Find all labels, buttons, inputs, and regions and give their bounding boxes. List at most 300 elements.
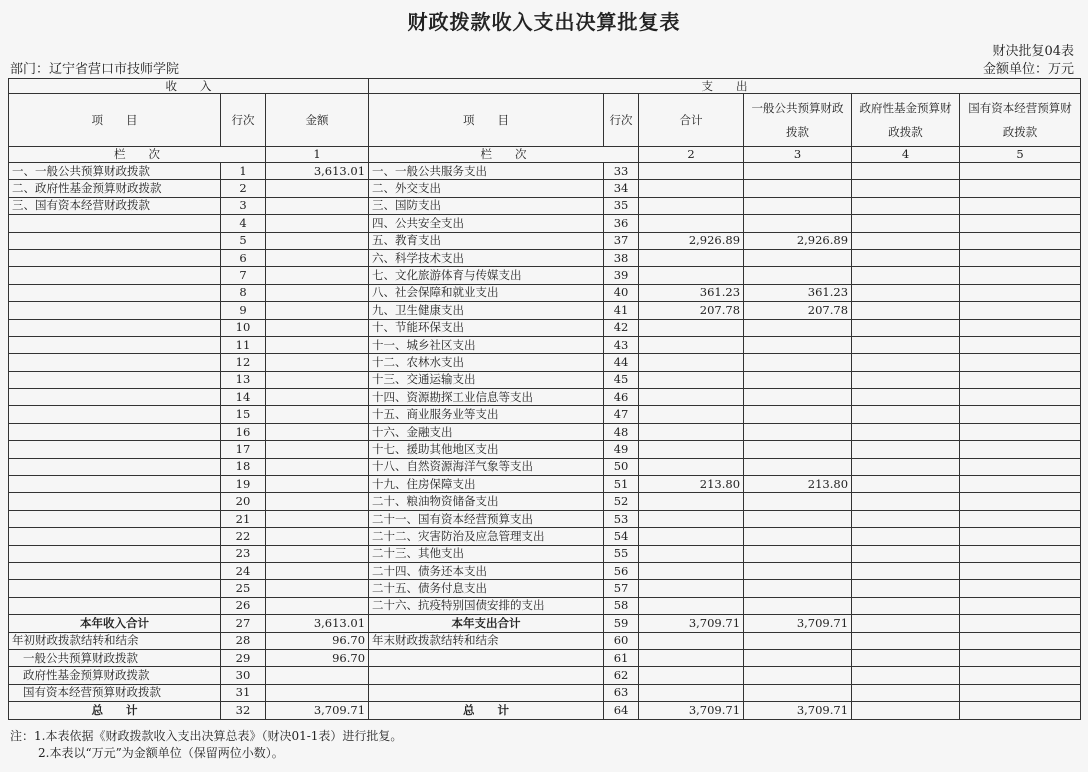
income-item: 三、国有资本经营财政拨款 xyxy=(9,197,221,214)
state-amount xyxy=(960,528,1081,545)
income-rowno: 12 xyxy=(221,354,266,371)
unit-label: 金额单位：万元 xyxy=(982,62,1074,77)
general-amount: 3,709.71 xyxy=(744,615,852,632)
income-amount xyxy=(266,528,369,545)
income-header: 收 入 xyxy=(9,79,369,94)
income-rowno: 13 xyxy=(221,371,266,388)
income-amount xyxy=(266,684,369,701)
state-amount xyxy=(960,684,1081,701)
expense-rowno: 35 xyxy=(604,197,639,214)
expense-rowno: 37 xyxy=(604,232,639,249)
fund-amount xyxy=(852,615,960,632)
income-amount xyxy=(266,545,369,562)
expense-item: 二十四、债务还本支出 xyxy=(369,562,604,579)
expense-item: 十五、商业服务业等支出 xyxy=(369,406,604,423)
income-item xyxy=(9,458,221,475)
income-rowno-header: 行次 xyxy=(221,94,266,147)
expense-item: 三、国防支出 xyxy=(369,197,604,214)
fund-amount xyxy=(852,667,960,684)
expense-rowno: 42 xyxy=(604,319,639,336)
fund-amount xyxy=(852,597,960,614)
total-amount xyxy=(639,406,744,423)
expense-rowno: 64 xyxy=(604,702,639,719)
general-amount xyxy=(744,249,852,266)
expense-item: 十八、自然资源海洋气象等支出 xyxy=(369,458,604,475)
fund-amount xyxy=(852,562,960,579)
fund-amount xyxy=(852,702,960,719)
general-amount xyxy=(744,493,852,510)
income-amount xyxy=(266,597,369,614)
income-amount xyxy=(266,354,369,371)
general-amount xyxy=(744,562,852,579)
expense-item xyxy=(369,667,604,684)
income-rowno: 3 xyxy=(221,197,266,214)
general-amount xyxy=(744,319,852,336)
income-item: 总 计 xyxy=(9,702,221,719)
general-amount xyxy=(744,684,852,701)
expense-item: 八、社会保障和就业支出 xyxy=(369,284,604,301)
expense-item: 十三、交通运输支出 xyxy=(369,371,604,388)
table-row xyxy=(9,163,1081,180)
expense-rowno: 49 xyxy=(604,441,639,458)
table-row xyxy=(9,389,1081,406)
state-amount xyxy=(960,215,1081,232)
fund-amount xyxy=(852,215,960,232)
expense-item: 十二、农林水支出 xyxy=(369,354,604,371)
expense-rowno: 33 xyxy=(604,163,639,180)
total-amount xyxy=(639,423,744,440)
total-header: 合计 xyxy=(639,94,744,147)
fund-amount xyxy=(852,389,960,406)
fund-amount xyxy=(852,684,960,701)
expense-rowno: 56 xyxy=(604,562,639,579)
income-amount xyxy=(266,319,369,336)
income-item xyxy=(9,493,221,510)
expense-item: 二十二、灾害防治及应急管理支出 xyxy=(369,528,604,545)
col-4-label: 4 xyxy=(852,147,960,163)
expense-rowno: 39 xyxy=(604,267,639,284)
col-2-label: 2 xyxy=(639,147,744,163)
income-rowno: 32 xyxy=(221,702,266,719)
income-item: 国有资本经营预算财政拨款 xyxy=(9,684,221,701)
state-amount xyxy=(960,632,1081,649)
expense-item: 本年支出合计 xyxy=(369,615,604,632)
state-amount xyxy=(960,458,1081,475)
state-amount xyxy=(960,580,1081,597)
fund-amount xyxy=(852,232,960,249)
total-amount: 213.80 xyxy=(639,476,744,493)
income-rowno: 8 xyxy=(221,284,266,301)
expense-item: 二十、粮油物资储备支出 xyxy=(369,493,604,510)
fund-amount xyxy=(852,458,960,475)
general-amount: 207.78 xyxy=(744,302,852,319)
income-rowno: 11 xyxy=(221,336,266,353)
income-item xyxy=(9,354,221,371)
expense-item: 十四、资源勘探工业信息等支出 xyxy=(369,389,604,406)
table-row xyxy=(9,319,1081,336)
expense-item xyxy=(369,684,604,701)
total-amount xyxy=(639,493,744,510)
general-amount xyxy=(744,163,852,180)
income-rowno: 14 xyxy=(221,389,266,406)
general-amount: 213.80 xyxy=(744,476,852,493)
fund-amount xyxy=(852,302,960,319)
income-amount xyxy=(266,562,369,579)
general-budget-header: 一般公共预算财政拨款 xyxy=(744,94,852,147)
expense-item: 总 计 xyxy=(369,702,604,719)
table-row xyxy=(9,441,1081,458)
state-amount xyxy=(960,180,1081,197)
general-amount xyxy=(744,632,852,649)
expense-item: 二十三、其他支出 xyxy=(369,545,604,562)
income-amount xyxy=(266,180,369,197)
income-amount xyxy=(266,667,369,684)
income-rowno: 24 xyxy=(221,562,266,579)
general-amount xyxy=(744,510,852,527)
general-amount: 361.23 xyxy=(744,284,852,301)
expense-rowno: 45 xyxy=(604,371,639,388)
income-amount xyxy=(266,197,369,214)
total-amount: 361.23 xyxy=(639,284,744,301)
income-rowno: 29 xyxy=(221,649,266,666)
total-amount: 207.78 xyxy=(639,302,744,319)
general-amount xyxy=(744,441,852,458)
table-row xyxy=(9,284,1081,301)
income-rowno: 30 xyxy=(221,667,266,684)
income-item xyxy=(9,597,221,614)
total-amount xyxy=(639,649,744,666)
table-row xyxy=(9,197,1081,214)
income-rowno: 26 xyxy=(221,597,266,614)
table-row xyxy=(9,545,1081,562)
income-item xyxy=(9,545,221,562)
total-amount xyxy=(639,319,744,336)
income-rowno: 2 xyxy=(221,180,266,197)
fund-amount xyxy=(852,649,960,666)
general-amount xyxy=(744,545,852,562)
table-row xyxy=(9,684,1081,701)
state-amount xyxy=(960,615,1081,632)
table-row xyxy=(9,406,1081,423)
fund-amount xyxy=(852,180,960,197)
col-3-label: 3 xyxy=(744,147,852,163)
general-amount xyxy=(744,580,852,597)
general-amount xyxy=(744,267,852,284)
table-row xyxy=(9,476,1081,493)
income-item xyxy=(9,510,221,527)
total-amount xyxy=(639,441,744,458)
general-amount xyxy=(744,371,852,388)
state-amount xyxy=(960,284,1081,301)
income-rowno: 27 xyxy=(221,615,266,632)
income-item xyxy=(9,441,221,458)
income-item xyxy=(9,423,221,440)
total-amount: 3,709.71 xyxy=(639,615,744,632)
expense-item: 二十五、债务付息支出 xyxy=(369,580,604,597)
state-amount xyxy=(960,389,1081,406)
table-row xyxy=(9,371,1081,388)
income-item xyxy=(9,562,221,579)
general-amount xyxy=(744,667,852,684)
income-amount xyxy=(266,232,369,249)
total-amount xyxy=(639,267,744,284)
income-amount xyxy=(266,389,369,406)
fund-amount xyxy=(852,441,960,458)
income-amount xyxy=(266,580,369,597)
fund-amount xyxy=(852,284,960,301)
expense-rowno: 38 xyxy=(604,249,639,266)
expense-rowno-header: 行次 xyxy=(604,94,639,147)
expense-header: 支 出 xyxy=(369,79,1081,94)
general-amount xyxy=(744,458,852,475)
table-row xyxy=(9,649,1081,666)
state-amount xyxy=(960,232,1081,249)
expense-item: 九、卫生健康支出 xyxy=(369,302,604,319)
department-label: 部门：辽宁省营口市技师学院 xyxy=(10,62,180,77)
income-item: 政府性基金预算财政拨款 xyxy=(9,667,221,684)
income-rowno: 6 xyxy=(221,249,266,266)
expense-rowno: 58 xyxy=(604,597,639,614)
expense-item: 十一、城乡社区支出 xyxy=(369,336,604,353)
expense-rowno: 36 xyxy=(604,215,639,232)
form-code: 财决批复04表 xyxy=(992,44,1074,59)
income-amount xyxy=(266,423,369,440)
table-row xyxy=(9,702,1081,719)
state-amount xyxy=(960,476,1081,493)
fund-amount xyxy=(852,319,960,336)
income-amount xyxy=(266,441,369,458)
income-item xyxy=(9,336,221,353)
table-row xyxy=(9,336,1081,353)
income-rowno: 1 xyxy=(221,163,266,180)
total-amount xyxy=(639,580,744,597)
income-amount: 3,613.01 xyxy=(266,615,369,632)
income-rowno: 25 xyxy=(221,580,266,597)
income-amount xyxy=(266,458,369,475)
expense-item: 四、公共安全支出 xyxy=(369,215,604,232)
state-amount xyxy=(960,406,1081,423)
fund-amount xyxy=(852,545,960,562)
fund-amount xyxy=(852,336,960,353)
table-row xyxy=(9,528,1081,545)
expense-rowno: 51 xyxy=(604,476,639,493)
total-amount xyxy=(639,458,744,475)
expense-rowno: 55 xyxy=(604,545,639,562)
table-row xyxy=(9,423,1081,440)
income-amount xyxy=(266,302,369,319)
expense-rowno: 43 xyxy=(604,336,639,353)
fund-amount xyxy=(852,354,960,371)
table-row xyxy=(9,232,1081,249)
income-item xyxy=(9,371,221,388)
notes xyxy=(10,728,402,762)
state-amount xyxy=(960,319,1081,336)
general-amount xyxy=(744,597,852,614)
total-amount xyxy=(639,597,744,614)
page-title: 财政拨款收入支出决算批复表 xyxy=(407,10,681,34)
fund-amount xyxy=(852,632,960,649)
income-amount xyxy=(266,215,369,232)
expense-item: 十七、援助其他地区支出 xyxy=(369,441,604,458)
income-amount: 96.70 xyxy=(266,649,369,666)
table-row xyxy=(9,667,1081,684)
income-item: 本年收入合计 xyxy=(9,615,221,632)
expense-rowno: 62 xyxy=(604,667,639,684)
income-amount xyxy=(266,406,369,423)
income-item xyxy=(9,319,221,336)
total-amount xyxy=(639,684,744,701)
fund-amount xyxy=(852,493,960,510)
income-rowno: 16 xyxy=(221,423,266,440)
fund-budget-header: 政府性基金预算财政拨款 xyxy=(852,94,960,147)
state-amount xyxy=(960,302,1081,319)
general-amount xyxy=(744,197,852,214)
state-amount xyxy=(960,336,1081,353)
expense-item: 十、节能环保支出 xyxy=(369,319,604,336)
expense-rowno: 61 xyxy=(604,649,639,666)
income-item: 一般公共预算财政拨款 xyxy=(9,649,221,666)
state-amount xyxy=(960,510,1081,527)
amount-header: 金额 xyxy=(266,94,369,147)
table-row xyxy=(9,597,1081,614)
general-amount xyxy=(744,180,852,197)
general-amount xyxy=(744,215,852,232)
income-amount: 3,613.01 xyxy=(266,163,369,180)
general-amount xyxy=(744,528,852,545)
fund-amount xyxy=(852,371,960,388)
income-item xyxy=(9,284,221,301)
expense-col-label: 栏 次 xyxy=(369,147,639,163)
fund-amount xyxy=(852,249,960,266)
income-rowno: 19 xyxy=(221,476,266,493)
total-amount: 2,926.89 xyxy=(639,232,744,249)
income-amount xyxy=(266,510,369,527)
total-amount: 3,709.71 xyxy=(639,702,744,719)
income-item xyxy=(9,232,221,249)
table-row xyxy=(9,615,1081,632)
total-amount xyxy=(639,163,744,180)
table-row xyxy=(9,267,1081,284)
income-rowno: 9 xyxy=(221,302,266,319)
table-row xyxy=(9,510,1081,527)
table-row xyxy=(9,180,1081,197)
state-amount xyxy=(960,371,1081,388)
income-item xyxy=(9,249,221,266)
income-rowno: 17 xyxy=(221,441,266,458)
total-amount xyxy=(639,389,744,406)
total-amount xyxy=(639,510,744,527)
col-5-label: 5 xyxy=(960,147,1081,163)
fund-amount xyxy=(852,510,960,527)
expense-rowno: 44 xyxy=(604,354,639,371)
income-rowno: 18 xyxy=(221,458,266,475)
income-rowno: 28 xyxy=(221,632,266,649)
appropriation-table xyxy=(8,78,1081,720)
state-amount xyxy=(960,423,1081,440)
note-2: 2.本表以“万元”为金额单位（保留两位小数）。 xyxy=(38,746,284,760)
expense-rowno: 34 xyxy=(604,180,639,197)
expense-rowno: 63 xyxy=(604,684,639,701)
state-amount xyxy=(960,197,1081,214)
expense-rowno: 52 xyxy=(604,493,639,510)
general-amount xyxy=(744,406,852,423)
table-row xyxy=(9,580,1081,597)
expense-rowno: 46 xyxy=(604,389,639,406)
state-amount xyxy=(960,702,1081,719)
income-item xyxy=(9,302,221,319)
table-row xyxy=(9,249,1081,266)
table-row xyxy=(9,215,1081,232)
general-amount xyxy=(744,336,852,353)
total-amount xyxy=(639,215,744,232)
col-1-label: 1 xyxy=(266,147,369,163)
fund-amount xyxy=(852,163,960,180)
income-amount xyxy=(266,267,369,284)
fund-amount xyxy=(852,406,960,423)
expense-rowno: 41 xyxy=(604,302,639,319)
income-amount: 3,709.71 xyxy=(266,702,369,719)
expense-rowno: 50 xyxy=(604,458,639,475)
income-item: 一、一般公共预算财政拨款 xyxy=(9,163,221,180)
state-amount xyxy=(960,249,1081,266)
income-rowno: 20 xyxy=(221,493,266,510)
income-item xyxy=(9,528,221,545)
income-item: 年初财政拨款结转和结余 xyxy=(9,632,221,649)
expense-item-header: 项 目 xyxy=(369,94,604,147)
income-amount xyxy=(266,284,369,301)
expense-rowno: 54 xyxy=(604,528,639,545)
table-row xyxy=(9,354,1081,371)
income-rowno: 4 xyxy=(221,215,266,232)
total-amount xyxy=(639,180,744,197)
state-amount xyxy=(960,545,1081,562)
state-amount xyxy=(960,354,1081,371)
total-amount xyxy=(639,528,744,545)
total-amount xyxy=(639,371,744,388)
total-amount xyxy=(639,632,744,649)
state-amount xyxy=(960,667,1081,684)
income-rowno: 10 xyxy=(221,319,266,336)
expense-rowno: 48 xyxy=(604,423,639,440)
income-rowno: 23 xyxy=(221,545,266,562)
state-amount xyxy=(960,649,1081,666)
table-row xyxy=(9,493,1081,510)
expense-item xyxy=(369,649,604,666)
expense-rowno: 53 xyxy=(604,510,639,527)
income-amount xyxy=(266,371,369,388)
total-amount xyxy=(639,667,744,684)
fund-amount xyxy=(852,197,960,214)
fund-amount xyxy=(852,528,960,545)
income-amount xyxy=(266,249,369,266)
expense-item: 二十一、国有资本经营预算支出 xyxy=(369,510,604,527)
income-item xyxy=(9,215,221,232)
state-amount xyxy=(960,562,1081,579)
expense-rowno: 47 xyxy=(604,406,639,423)
expense-item: 七、文化旅游体育与传媒支出 xyxy=(369,267,604,284)
expense-item: 一、一般公共服务支出 xyxy=(369,163,604,180)
total-amount xyxy=(639,545,744,562)
expense-item: 二十六、抗疫特别国债安排的支出 xyxy=(369,597,604,614)
expense-rowno: 60 xyxy=(604,632,639,649)
income-rowno: 21 xyxy=(221,510,266,527)
expense-rowno: 40 xyxy=(604,284,639,301)
income-amount xyxy=(266,336,369,353)
state-amount xyxy=(960,267,1081,284)
general-amount: 2,926.89 xyxy=(744,232,852,249)
income-col-label: 栏 次 xyxy=(9,147,266,163)
income-rowno: 31 xyxy=(221,684,266,701)
